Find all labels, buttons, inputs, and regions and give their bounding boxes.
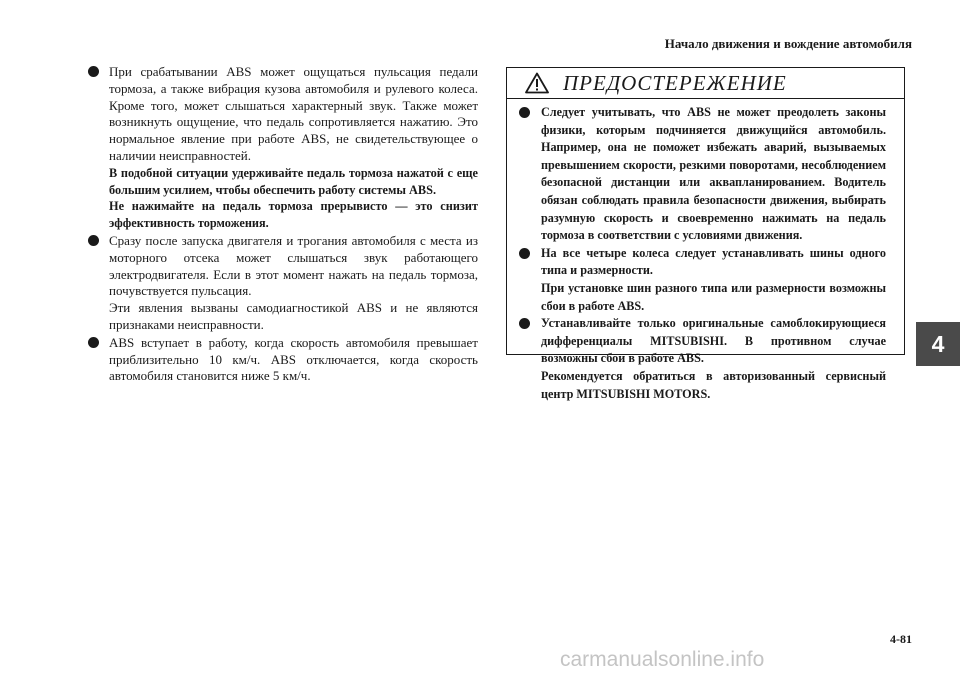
watermark: carmanualsonline.info	[560, 648, 765, 671]
paragraph-bold: Не нажимайте на педаль тормоза прерывисто — это снизит эффективность торможения.	[109, 199, 478, 231]
warning-title: ПРЕДОСТЕРЕЖЕНИЕ	[563, 70, 787, 95]
warning-header	[507, 68, 904, 99]
warning-body	[507, 99, 904, 403]
bullet-icon	[88, 337, 99, 348]
warning-item	[519, 104, 886, 245]
bullet-icon	[88, 235, 99, 246]
main-text-column	[88, 64, 478, 386]
warning-paragraph: Рекомендуется обратиться в авторизованный сервисный центр MITSUBISHI MOTORS.	[541, 368, 886, 401]
list-item	[88, 64, 478, 232]
warning-paragraph: При установке шин разного типа или размерности возможны сбои в работе ABS.	[541, 280, 886, 313]
bullet-icon	[519, 248, 530, 259]
chapter-tab: 4	[916, 322, 960, 366]
warning-item	[519, 315, 886, 403]
paragraph: При срабатывании ABS может ощущаться пульсация педали тормоза, а также вибрация кузова автомобиля и рулевого колеса. Кроме того, может слышаться характерный звук. Также может возникнуть ощущение, что педаль сопротивляется нажатию. Это нормальное явление при работе ABS, не свидетельствующее о наличии неисправностей.	[109, 64, 478, 163]
warning-box	[506, 67, 905, 401]
bullet-icon	[88, 66, 99, 77]
warning-paragraph: На все четыре колеса следует устанавливать шины одного типа и размерности.	[541, 245, 886, 278]
warning-paragraph: Следует учитывать, что ABS не может преодолеть законы физики, которым подчиняется движущийся автомобиль. Например, она не поможет избежать аварий, вызываемых превышением скорости, резкими поворотами, несоблюдением безопасной дистанции или аквапланированием. Водитель обязан соблюдать правила безопасности движения, выбирать разумную скорость и своевременно нажимать на педаль тормоза в соответствии с условиями движения.	[541, 105, 886, 243]
paragraph: Сразу после запуска двигателя и трогания автомобиля с места из моторного отсека может слышаться звук работающего электродвигателя. Если в этот момент нажать на педаль тормоза, почувствуется пульсация.	[109, 232, 478, 299]
bullet-icon	[519, 318, 530, 329]
bullet-icon	[519, 107, 530, 118]
section-header-title: Начало движения и вождение автомобиля	[664, 36, 912, 51]
warning-item	[519, 245, 886, 315]
page-number: 4-81	[890, 632, 912, 646]
list-item	[88, 233, 478, 334]
list-item	[88, 335, 478, 385]
warning-triangle-icon	[525, 72, 549, 94]
warning-paragraph: Устанавливайте только оригинальные самоблокирующиеся дифференциалы MITSUBISHI. В противном случае возможны сбои в работе ABS.	[541, 316, 886, 366]
paragraph: ABS вступает в работу, когда скорость автомобиля превышает приблизительно 10 км/ч. ABS отключается, когда скорость автомобиля становится ниже 5 км/ч.	[109, 334, 478, 384]
paragraph-bold: В подобной ситуации удерживайте педаль тормоза нажатой с еще большим усилием, чтобы обеспечить работу системы ABS.	[109, 165, 478, 197]
paragraph: Эти явления вызваны самодиагностикой ABS и не являются признаками неисправности.	[109, 300, 478, 332]
